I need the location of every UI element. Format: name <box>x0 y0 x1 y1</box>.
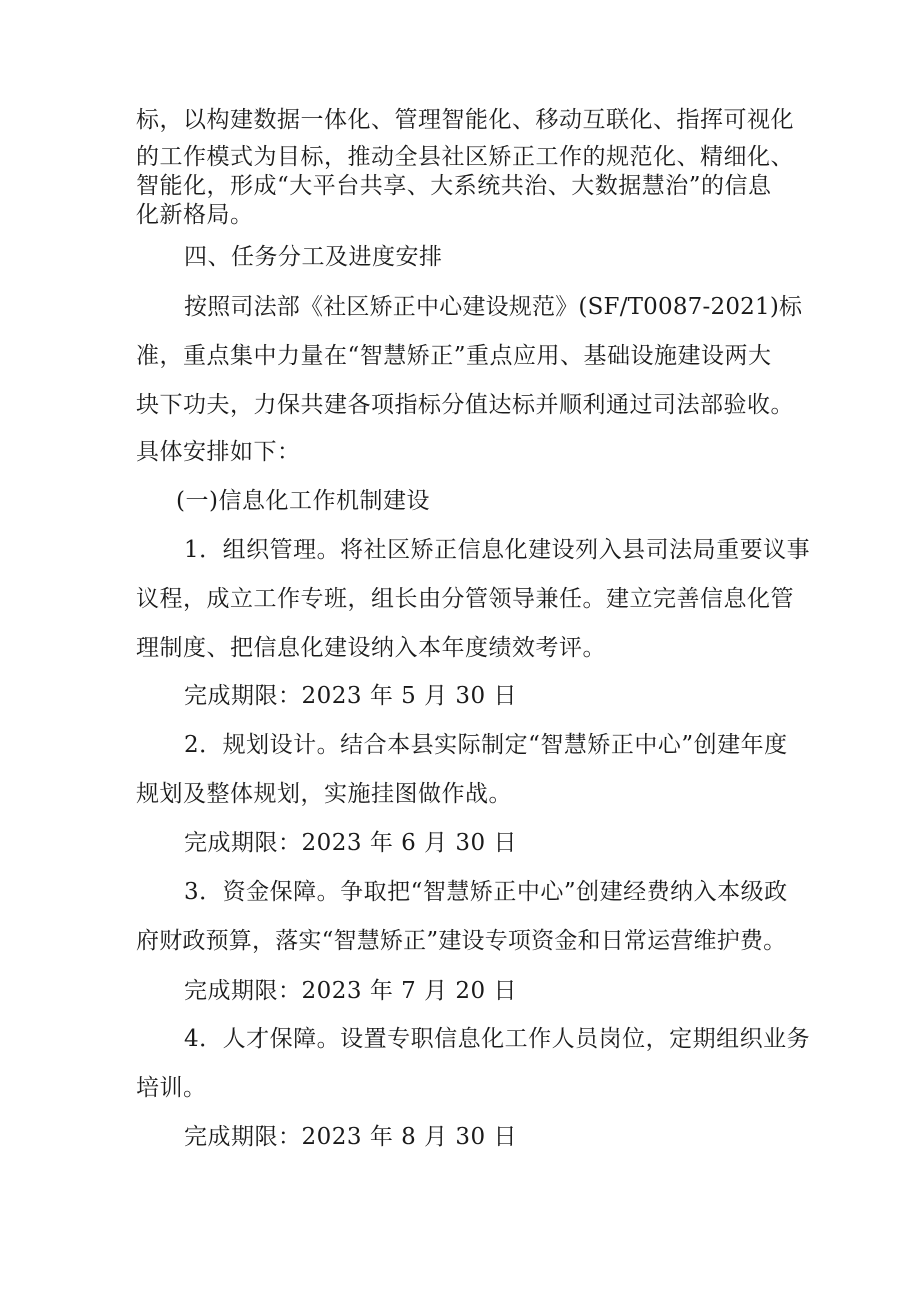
standard-line-4: 具体安排如下： <box>136 439 301 465</box>
task-3-line-1: 3．资金保障。争取把“智慧矫正中心”创建经费纳入本级政 <box>184 879 788 905</box>
task-1-line-3: 理制度、把信息化建设纳入本年度绩效考评。 <box>136 635 606 661</box>
standard-line-2: 准，重点集中力量在“智慧矫正”重点应用、基础设施建设两大 <box>136 343 772 369</box>
task-1-line-2: 议程，成立工作专班，组长由分管领导兼任。建立完善信息化管 <box>136 586 794 612</box>
standard-line-1: 按照司法部《社区矫正中心建设规范》(SF/T0087-2021)标 <box>184 294 803 320</box>
task-1-line-1: 1．组织管理。将社区矫正信息化建设列入县司法局重要议事 <box>184 537 811 563</box>
intro-line-3: 智能化，形成“大平台共享、大系统共治、大数据慧治”的信息 <box>136 173 772 199</box>
intro-line-1: 标，以构建数据一体化、管理智能化、移动互联化、指挥可视化 <box>136 107 794 133</box>
standard-line-3: 块下功夫，力保共建各项指标分值达标并顺利通过司法部验收。 <box>136 392 794 418</box>
task-4-line-1: 4．人才保障。设置专职信息化工作人员岗位，定期组织业务 <box>184 1026 811 1052</box>
section-heading: 四、任务分工及进度安排 <box>184 244 443 270</box>
intro-line-2: 的工作模式为目标，推动全县社区矫正工作的规范化、精细化、 <box>136 144 794 170</box>
task-1-deadline: 完成期限：2023 年 5 月 30 日 <box>184 683 517 709</box>
task-3-line-2: 府财政预算，落实“智慧矫正”建设专项资金和日常运营维护费。 <box>136 928 787 954</box>
task-2-line-1: 2．规划设计。结合本县实际制定“智慧矫正中心”创建年度 <box>184 732 788 758</box>
subsection-heading: (一)信息化工作机制建设 <box>176 488 430 514</box>
task-2-deadline: 完成期限：2023 年 6 月 30 日 <box>184 830 517 856</box>
task-4-line-2: 培训。 <box>136 1075 207 1101</box>
task-4-deadline: 完成期限：2023 年 8 月 30 日 <box>184 1124 517 1150</box>
intro-line-4: 化新格局。 <box>136 202 254 228</box>
task-3-deadline: 完成期限：2023 年 7 月 20 日 <box>184 978 517 1004</box>
task-2-line-2: 规划及整体规划，实施挂图做作战。 <box>136 781 512 807</box>
